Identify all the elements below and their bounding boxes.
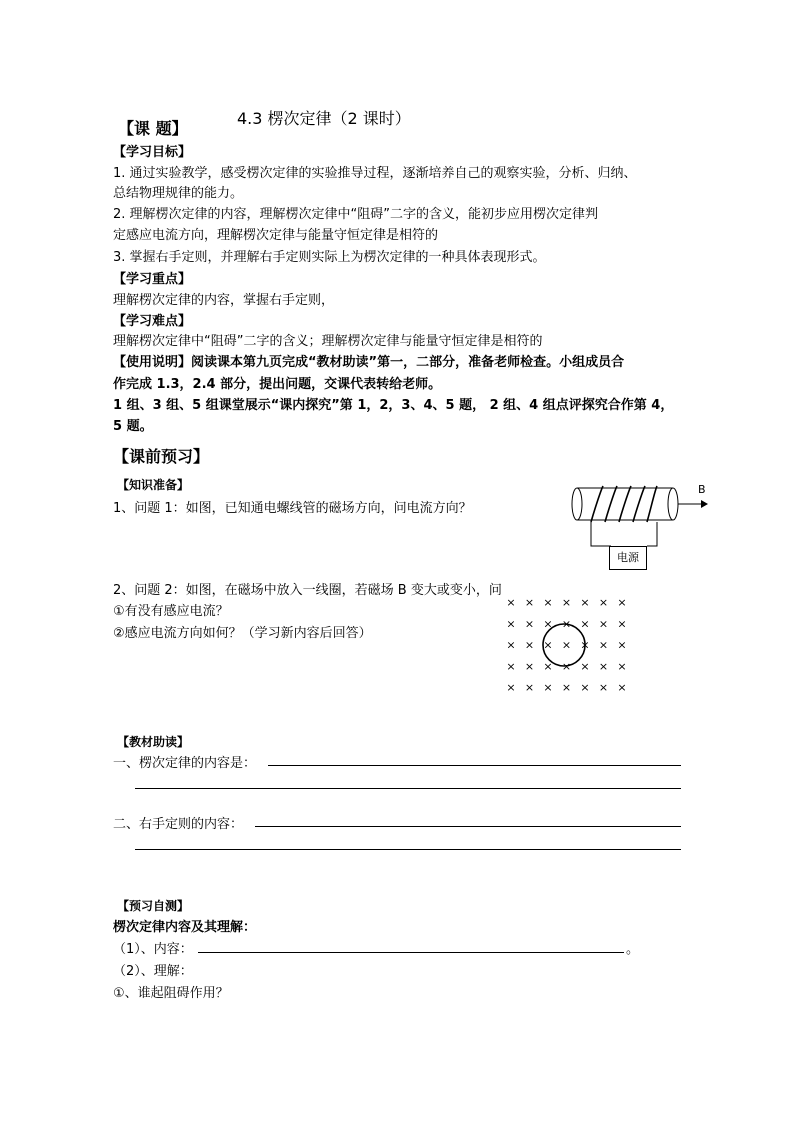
answer-line xyxy=(135,849,681,850)
answer-line xyxy=(198,952,624,953)
self-test-question-1: ①、谁起阻碍作用？ xyxy=(113,986,229,1001)
field-mark: × xyxy=(598,681,609,695)
field-mark: × xyxy=(598,638,609,652)
field-mark: × xyxy=(580,638,590,652)
objective-line: 定感应电流方向，理解楞次定律与能量守恒定律是相符的 xyxy=(113,228,439,243)
field-mark: × xyxy=(561,681,572,695)
textbook-item-1: 一、楞次定律的内容是： xyxy=(113,756,257,771)
field-mark: × xyxy=(580,659,590,673)
answer-line xyxy=(268,765,681,766)
self-test-heading: 【预习自测】 xyxy=(117,899,190,913)
key-points-text: 理解楞次定律的内容，掌握右手定则， xyxy=(113,293,335,308)
difficulties-heading: 【学习难点】 xyxy=(113,314,192,329)
textbook-item-2: 二、右手定则的内容： xyxy=(113,817,244,832)
field-mark: × xyxy=(524,681,535,695)
field-mark: × xyxy=(524,617,535,631)
field-mark: × xyxy=(580,681,590,695)
understanding-label: （2）、理解： xyxy=(113,964,193,979)
field-mark: × xyxy=(506,681,516,695)
field-mark: × xyxy=(506,596,516,609)
field-mark: × xyxy=(598,659,609,673)
field-mark: × xyxy=(543,596,553,609)
content-end: 。 xyxy=(626,942,640,957)
objective-line: 总结物理规律的能力。 xyxy=(113,186,244,201)
difficulties-text: 理解楞次定律中“阻碍”二字的含义；理解楞次定律与能量守恒定律是相符的 xyxy=(113,334,543,349)
objectives-heading: 【学习目标】 xyxy=(113,145,192,160)
field-mark: × xyxy=(524,638,535,652)
answer-line xyxy=(255,826,681,827)
objective-line: 2. 理解楞次定律的内容，理解楞次定律中“阻碍”二字的含义，能初步应用楞次定律判 xyxy=(113,207,599,222)
field-mark: × xyxy=(524,596,535,609)
question-2: 2、问题 2：如图，在磁场中放入一线圈，若磁场 B 变大或变小，问 xyxy=(113,583,502,598)
magnetic-field-diagram xyxy=(505,592,635,697)
objective-line: 1. 通过实验教学，感受楞次定律的实验推导过程，逐渐培养自己的观察实验，分析、归纳、 xyxy=(113,166,637,181)
field-mark: × xyxy=(617,638,627,652)
instructions-line: 5 题。 xyxy=(113,419,153,434)
field-mark: × xyxy=(598,596,609,609)
field-mark: × xyxy=(506,659,516,673)
field-mark: × xyxy=(580,596,590,609)
field-mark: × xyxy=(543,659,553,673)
topic-label: 【课 题】 xyxy=(118,119,188,138)
field-b-label: B xyxy=(698,483,706,496)
field-mark: × xyxy=(561,659,572,673)
field-mark: × xyxy=(617,659,627,673)
field-mark: × xyxy=(524,659,535,673)
field-mark: × xyxy=(543,617,553,631)
field-mark: × xyxy=(506,617,516,631)
question-2a: ①有没有感应电流？ xyxy=(113,604,229,619)
instructions-line: 作完成 1.3，2.4 部分，提出问题，交课代表转给老师。 xyxy=(113,377,442,392)
field-mark: × xyxy=(617,681,627,695)
field-mark: × xyxy=(617,596,627,609)
objective-line: 3. 掌握右手定则，并理解右手定则实际上为楞次定律的一种具体表现形式。 xyxy=(113,250,546,265)
field-mark: × xyxy=(561,638,572,652)
field-mark: × xyxy=(543,638,553,652)
self-test-subheading: 楞次定律内容及其理解： xyxy=(113,920,257,935)
question-2b: ②感应电流方向如何？（学习新内容后回答） xyxy=(113,626,372,641)
field-mark: × xyxy=(506,638,516,652)
textbook-heading: 【教材助读】 xyxy=(117,735,190,749)
instructions-line: 1 组、3 组、5 组课堂展示“课内探究”第 1，2，3、4、5 题， 2 组、4 组点评探究合作第 4， xyxy=(113,398,674,413)
instructions-line: 【使用说明】阅读课本第九页完成“教材助读”第一，二部分，准备老师检查。小组成员合 xyxy=(113,355,625,370)
knowledge-heading: 【知识准备】 xyxy=(117,478,190,492)
field-mark: × xyxy=(580,617,590,631)
power-source-box: 电源 xyxy=(609,546,647,570)
preview-heading: 【课前预习】 xyxy=(113,447,210,466)
page-title: 4.3 楞次定律（2 课时） xyxy=(237,109,411,128)
content-label: （1）、内容： xyxy=(113,942,193,957)
question-1: 1、问题 1：如图，已知通电螺线管的磁场方向，问电流方向？ xyxy=(113,501,472,516)
field-mark: × xyxy=(561,617,572,631)
key-points-heading: 【学习重点】 xyxy=(113,272,192,287)
answer-line xyxy=(135,788,681,789)
field-mark: × xyxy=(561,596,572,609)
field-mark: × xyxy=(617,617,627,631)
field-mark: × xyxy=(543,681,553,695)
field-mark: × xyxy=(598,617,609,631)
